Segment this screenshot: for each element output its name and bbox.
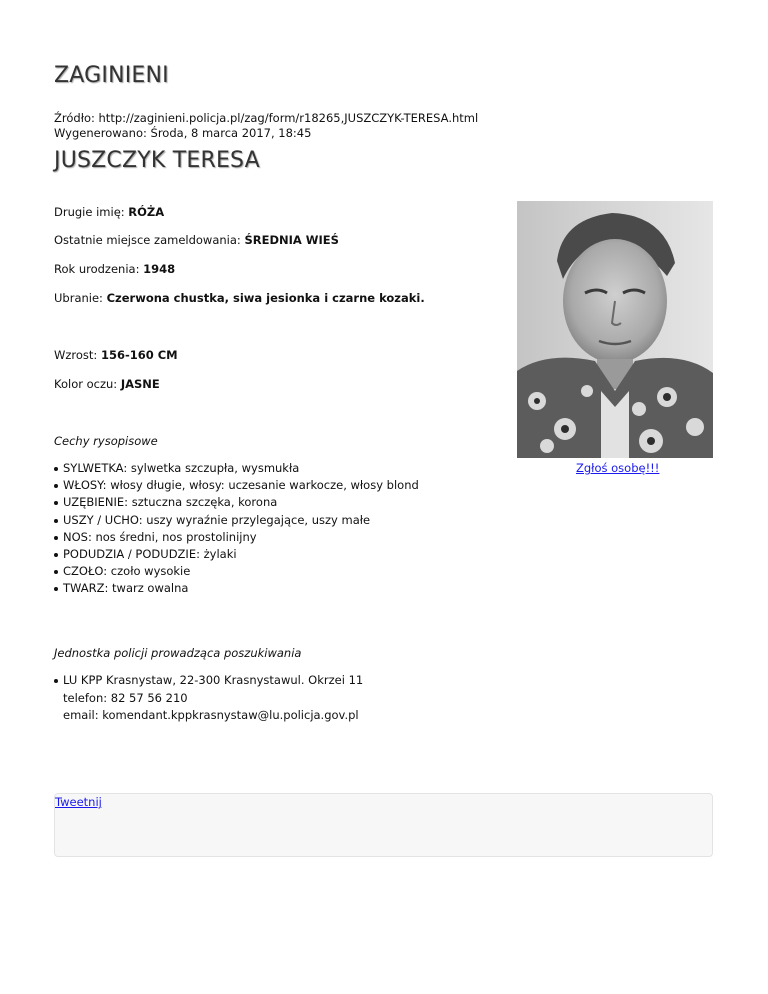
second-name-value: RÓŻA bbox=[128, 205, 165, 219]
traits-heading: Cechy rysopisowe bbox=[54, 434, 158, 448]
height-label: Wzrost: bbox=[54, 348, 98, 362]
list-item: USZY / UCHO: uszy wyraźnie przylegające, uszy małe bbox=[54, 512, 419, 529]
report-person-link[interactable]: Zgłoś osobę!!! bbox=[576, 461, 660, 475]
eye-color-value: JASNE bbox=[120, 377, 160, 391]
list-item: PODUDZIA / PODUDZIE: żylaki bbox=[54, 546, 419, 563]
last-residence-field bbox=[54, 233, 339, 247]
list-item: TWARZ: twarz owalna bbox=[54, 580, 419, 597]
social-share-box bbox=[54, 793, 713, 857]
birth-year-field bbox=[54, 262, 175, 276]
tweet-link[interactable]: Tweetnij bbox=[55, 795, 102, 809]
list-item: NOS: nos średni, nos prostolinijny bbox=[54, 529, 419, 546]
page-header-title: ZAGINIENI bbox=[54, 63, 169, 88]
clothing-label: Ubranie: bbox=[54, 291, 103, 305]
police-unit-email: email: komendant.kppkrasnystaw@lu.policja.gov.pl bbox=[63, 708, 359, 722]
eye-color-field bbox=[54, 377, 160, 391]
police-unit-name: LU KPP Krasnystaw, 22-300 Krasnystawul. Okrzei 11 bbox=[63, 673, 364, 687]
bullet-icon bbox=[54, 679, 58, 683]
person-name: JUSZCZYK TERESA bbox=[54, 148, 260, 173]
height-value: 156-160 CM bbox=[100, 348, 178, 362]
document-meta bbox=[54, 111, 478, 141]
police-unit-heading: Jednostka policji prowadząca poszukiwania bbox=[54, 646, 302, 660]
last-residence-value: ŚREDNIA WIEŚ bbox=[244, 233, 339, 247]
clothing-field bbox=[54, 291, 425, 305]
generated-line: Wygenerowano: Środa, 8 marca 2017, 18:45 bbox=[54, 126, 312, 140]
height-field bbox=[54, 348, 178, 362]
traits-list bbox=[54, 460, 419, 598]
eye-color-label: Kolor oczu: bbox=[54, 377, 118, 391]
list-item: UZĘBIENIE: sztuczna szczęka, korona bbox=[54, 494, 419, 511]
last-residence-label: Ostatnie miejsce zameldowania: bbox=[54, 233, 241, 247]
second-name-field bbox=[54, 205, 164, 219]
police-unit-phone: telefon: 82 57 56 210 bbox=[63, 690, 188, 705]
missing-person-photo bbox=[517, 201, 713, 458]
list-item: CZOŁO: czoło wysokie bbox=[54, 563, 419, 580]
list-item: WŁOSY: włosy długie, włosy: uczesanie warkocze, włosy blond bbox=[54, 477, 419, 494]
list-item: SYLWETKA: sylwetka szczupła, wysmukła bbox=[54, 460, 419, 477]
source-line: Źródło: http://zaginieni.policja.pl/zag/form/r18265,JUSZCZYK-TERESA.html bbox=[54, 111, 479, 125]
police-unit-item bbox=[54, 672, 363, 725]
second-name-label: Drugie imię: bbox=[54, 205, 125, 219]
clothing-value: Czerwona chustka, siwa jesionka i czarne kozaki. bbox=[106, 291, 425, 305]
birth-year-label: Rok urodzenia: bbox=[54, 262, 140, 276]
birth-year-value: 1948 bbox=[143, 262, 176, 276]
